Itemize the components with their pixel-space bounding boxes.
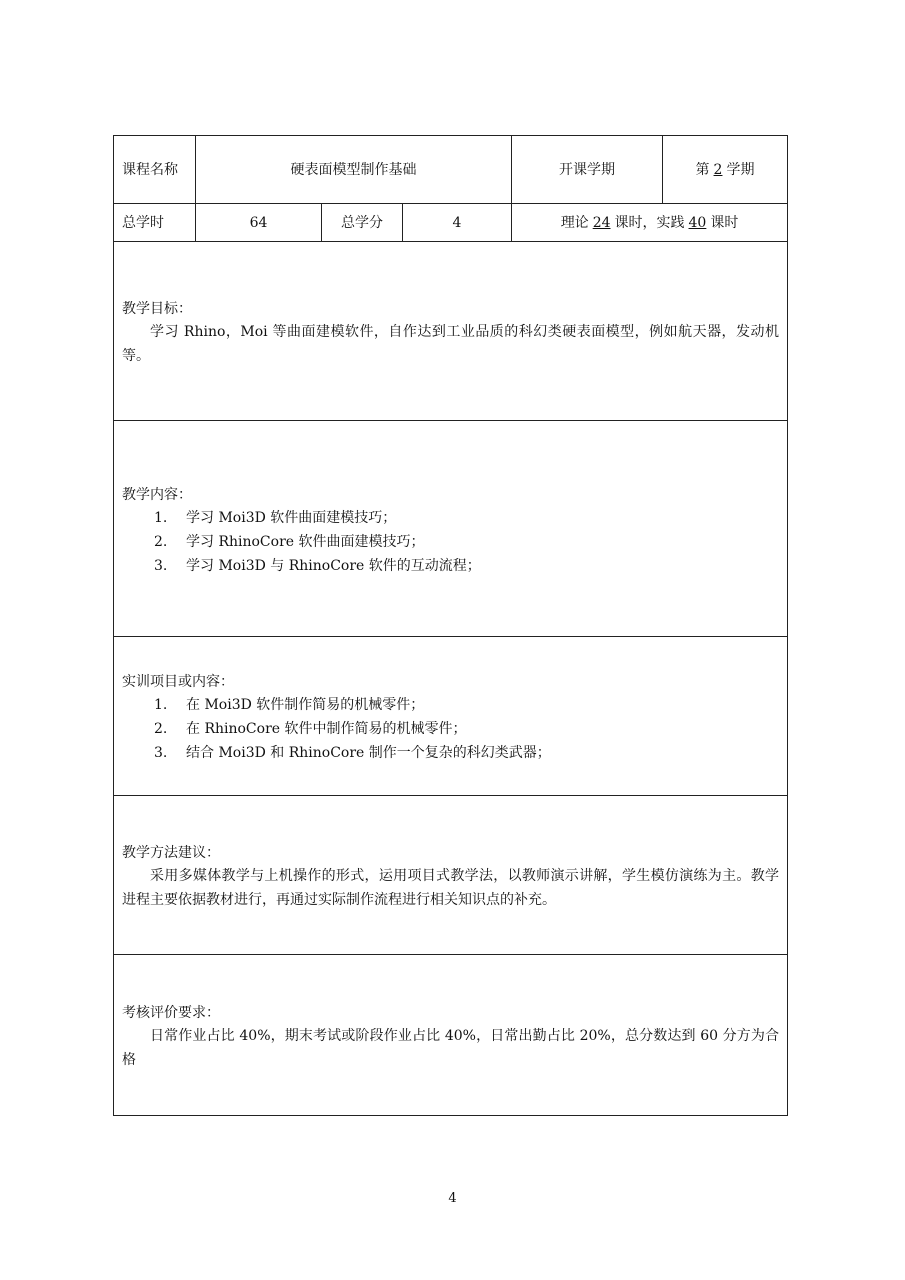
practice-hours: 40 — [688, 214, 707, 231]
theory-suffix: 课时，实践 — [614, 214, 685, 231]
list-item-number: 3. — [154, 557, 168, 574]
methods-section — [114, 796, 788, 955]
page-number: 4 — [448, 1191, 457, 1206]
list-item-number: 1. — [154, 697, 168, 713]
list-item-text: 学习 Moi3D 软件曲面建模技巧； — [186, 509, 397, 526]
list-item-text: 学习 RhinoCore 软件曲面建模技巧； — [186, 533, 425, 550]
theory-hours: 24 — [592, 214, 611, 231]
list-item — [154, 554, 779, 578]
objectives-text: 学习 Rhino，Moi 等曲面建模软件，自作达到工业品质的科幻类硬表面模型，例如航天器，发动机等。 — [122, 324, 780, 364]
semester-cell — [663, 136, 788, 204]
course-table — [113, 135, 788, 1116]
list-item — [154, 506, 779, 530]
semester-label: 开课学期 — [512, 136, 663, 204]
methods-text: 采用多媒体教学与上机操作的形式，运用项目式教学法，以教师演示讲解，学生模仿演练为主。教学进程主要依据教材进行，再通过实际制作流程进行相关知识点的补充。 — [122, 868, 780, 908]
list-item — [154, 717, 779, 741]
objectives-title: 教学目标： — [122, 301, 192, 317]
list-item — [154, 741, 779, 765]
course-name-label: 课程名称 — [114, 136, 196, 204]
theory-prefix: 理论 — [560, 214, 589, 231]
list-item-text: 在 Moi3D 软件制作简易的机械零件； — [186, 697, 425, 713]
semester-prefix: 第 — [695, 161, 710, 178]
semester-value: 2 — [713, 161, 723, 178]
objectives-section — [114, 242, 788, 421]
training-section — [114, 637, 788, 796]
total-hours-label: 总学时 — [114, 204, 196, 242]
semester-suffix: 学期 — [726, 161, 755, 178]
course-name-row — [114, 136, 788, 204]
total-hours-value: 64 — [196, 204, 322, 242]
methods-title: 教学方法建议： — [122, 845, 220, 861]
list-item-text: 学习 Moi3D 与 RhinoCore 软件的互动流程； — [186, 557, 481, 574]
total-credits-label: 总学分 — [322, 204, 403, 242]
hours-split-cell — [512, 204, 788, 242]
list-item-text: 在 RhinoCore 软件中制作简易的机械零件； — [186, 721, 467, 737]
list-item-text: 结合 Moi3D 和 RhinoCore 制作一个复杂的科幻类武器； — [186, 745, 551, 761]
training-list — [122, 693, 779, 765]
practice-suffix: 课时 — [710, 214, 739, 231]
list-item-number: 1. — [154, 509, 168, 526]
assessment-section — [114, 955, 788, 1116]
list-item — [154, 530, 779, 554]
assessment-title: 考核评价要求： — [122, 1005, 220, 1021]
content-section — [114, 421, 788, 637]
list-item-number: 2. — [154, 721, 168, 737]
training-title: 实训项目或内容： — [122, 674, 234, 690]
content-list — [122, 506, 779, 578]
total-credits-value: 4 — [403, 204, 512, 242]
hours-row — [114, 204, 788, 242]
list-item-number: 3. — [154, 745, 168, 761]
list-item-number: 2. — [154, 533, 168, 550]
content-title: 教学内容： — [122, 486, 192, 503]
assessment-text: 日常作业占比 40%，期末考试或阶段作业占比 40%，日常出勤占比 20%，总分数达到 60 分方为合格 — [122, 1028, 780, 1068]
list-item — [154, 693, 779, 717]
course-name-value: 硬表面模型制作基础 — [196, 136, 512, 204]
